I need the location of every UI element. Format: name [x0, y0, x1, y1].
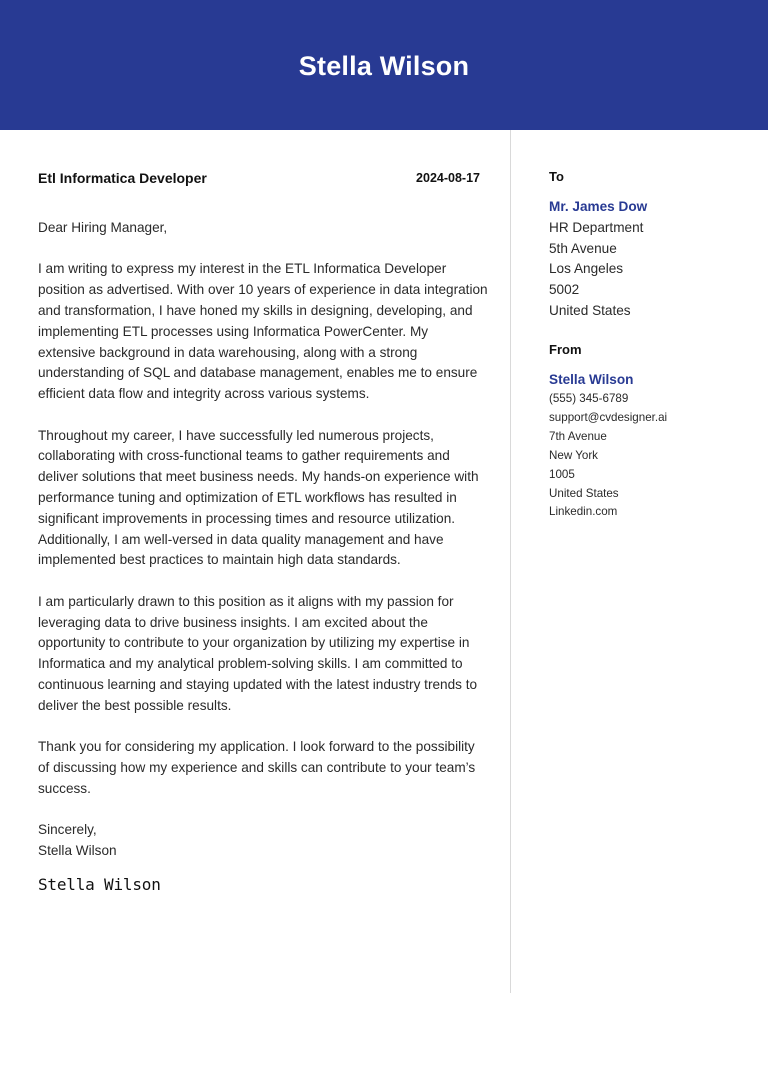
to-heading: To — [549, 169, 564, 184]
recipient-department: HR Department — [549, 219, 644, 235]
letter-date: 2024-08-17 — [416, 171, 480, 185]
sender-social-link: Linkedin.com — [549, 505, 618, 519]
signature: Stella Wilson — [38, 874, 161, 894]
letter-body — [38, 218, 488, 896]
sender-city: New York — [549, 448, 598, 462]
greeting: Dear Hiring Manager, — [38, 220, 168, 235]
sender-block — [549, 369, 667, 522]
sender-email: support@cvdesigner.ai — [549, 410, 668, 424]
applicant-name-title: Stella Wilson — [298, 51, 470, 81]
recipient-country: United States — [549, 302, 631, 318]
paragraph-3: I am particularly drawn to this position as it aligns with my passion for leveraging data to drive business insights. I am excited about the opportunity to contribute to your organization by utilizing my expertise in Informatica and my analytical problem-solving skills. I am committed to continuous learning and staying updated with the latest industry trends to deliver the best possible results. — [38, 593, 478, 713]
sender-street: 7th Avenue — [549, 429, 607, 443]
sender-country: United States — [549, 486, 619, 500]
recipient-block — [549, 197, 647, 322]
sender-phone: (555) 345-6789 — [549, 392, 629, 405]
from-heading: From — [549, 342, 582, 357]
recipient-street: 5th Avenue — [549, 240, 617, 256]
paragraph-4: Thank you for considering my application. I look forward to the possibility of discussing how my experience and skills can contribute to your team’s success. — [38, 739, 476, 796]
paragraph-2: Throughout my career, I have successfully led numerous projects, collaborating with cross-functional teams to gather requirements and deliver solutions that meet business needs. My hands-on experience with performance tuning and optimization of ETL workflows has resulted in significant improvements in processing times and resource utilization. Additionally, I am well-versed in data quality management and have implemented best practices to maintain high data standards. — [38, 427, 479, 568]
paragraph-1: I am writing to express my interest in the ETL Informatica Developer position as advertised. With over 10 years of experience in data integration and transformation, I have honed my skills in designing, developing, and implementing ETL processes using Informatica PowerCenter. My extensive background in data warehousing, along with a strong understanding of SQL and database management, enables me to ensure efficient data flow and integrity across various systems. — [38, 261, 488, 402]
sender-name: Stella Wilson — [549, 372, 634, 387]
sender-zip: 1005 — [549, 467, 575, 481]
header-banner — [0, 0, 768, 130]
column-divider — [510, 130, 511, 993]
recipient-name: Mr. James Dow — [549, 199, 648, 214]
closing: Sincerely, — [38, 822, 97, 838]
job-title: Etl Informatica Developer — [38, 170, 207, 186]
recipient-city: Los Angeles — [549, 261, 624, 277]
closing-name: Stella Wilson — [38, 842, 117, 858]
recipient-zip: 5002 — [549, 282, 580, 298]
